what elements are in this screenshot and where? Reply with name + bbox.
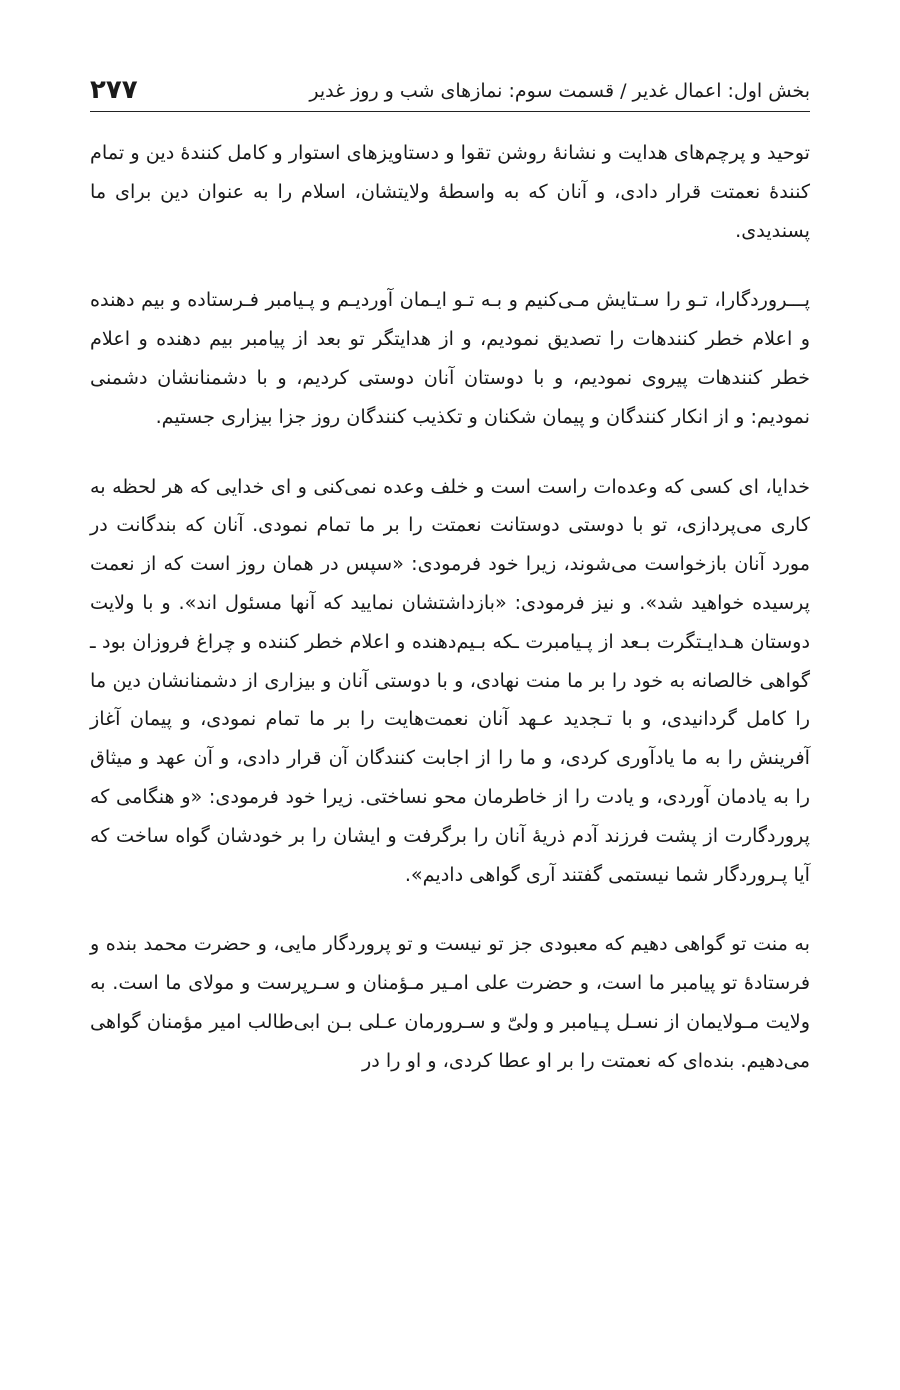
body-text	[90, 134, 810, 1081]
paragraph-1: توحید و پرچم‌های هدایت و نشانهٔ روشن تقوا و دستاویزهای استوار و کامل کنندهٔ دین و تمام کنندهٔ نعمتت قرار دادی، و آنان که به واسطهٔ ولایتشان، اسلام را به عنوان دین برای ما پسندیدی.	[90, 141, 810, 242]
page-header	[90, 60, 810, 112]
book-page	[90, 60, 810, 1340]
page-number: ۲۷۷	[90, 75, 138, 105]
paragraph-3: خدایا، ای کسی که وعده‌ات راست است و خلف وعده نمی‌کنی و ای خدایی که هر لحظه به کاری می‌پردازی، تو با دوستی دوستانت نعمتت را بر ما تمام نمودی. آنان که بندگانت در مورد آنان بازخواست می‌شوند، زیرا خود فرمودی: «سپس در همان روز است که از نعمت پرسیده خواهید شد». و نیز فرمودی: «بازداشتشان نمایید که آنها مسئول اند». و با ولایت دوستان هـدایـتگرت بـعد از پـیامبرت ـکه بـیم‌دهنده و اعلام خطر کننده و چراغ فروزان بود ـ گواهی خالصانه به خود را بر ما منت نهادی، و با دوستی آنان و بیزاری از دشمنانشان دین ما را کامل گردانیدی، و با تـجدید عـهد آنان نعمت‌هایت را بر ما تمام نمودی، و پیمان آغاز آفرینش را به ما یادآوری کردی، و ما را از اجابت کنندگان آن قرار دادی، و آن عهد و میثاق را به یادمان آوردی، و یادت را از خاطرمان محو نساختی. زیرا خود فرمودی: «و هنگامی که پروردگارت از پشت فرزند آدم ذریهٔ آنان را برگرفت و ایشان را بر خودشان گواه ساخت که آیا پـروردگار شما نیستمی گفتند آری گواهی دادیم».	[90, 474, 810, 886]
paragraph-2: پـــروردگارا، تـو را سـتایش مـی‌کنیم و بـه تـو ایـمان آوردیـم و پـیامبر فـرستاده و بیم دهنده و اعلام خطر کنندهات را تصدیق نمودیم، و از هدایتگر تو بعد از پیامبر بیم دهنده و اعلام خطر کنندهات پیروی نمودیم، و با دوستان آنان دوستی کردیم، و با دشمنانشان دشمنی نمودیم: و از انکار کنندگان و پیمان شکنان و تکذیب کنندگان روز جزا بیزاری جستیم.	[90, 288, 810, 428]
running-head: بخش اول: اعمال غدیر / قسمت سوم: نمازهای شب و روز غدیر	[309, 80, 810, 103]
paragraph-4: به منت تو گواهی دهیم که معبودی جز تو نیست و تو پروردگار مایی، و حضرت محمد بنده و فرستادهٔ تو پیامبر ما است، و حضرت علی امـیر مـؤمنان و سـرپرست و مولای ما است. به ولایت مـولایمان از نسـل پـیامبر و ولیّ و سـرورمان عـلی بـن ابی‌طالب امیر مؤمنان گواهی می‌دهیم. بنده‌ای که نعمتت را بر او عطا کردی، و او را در	[90, 932, 810, 1072]
